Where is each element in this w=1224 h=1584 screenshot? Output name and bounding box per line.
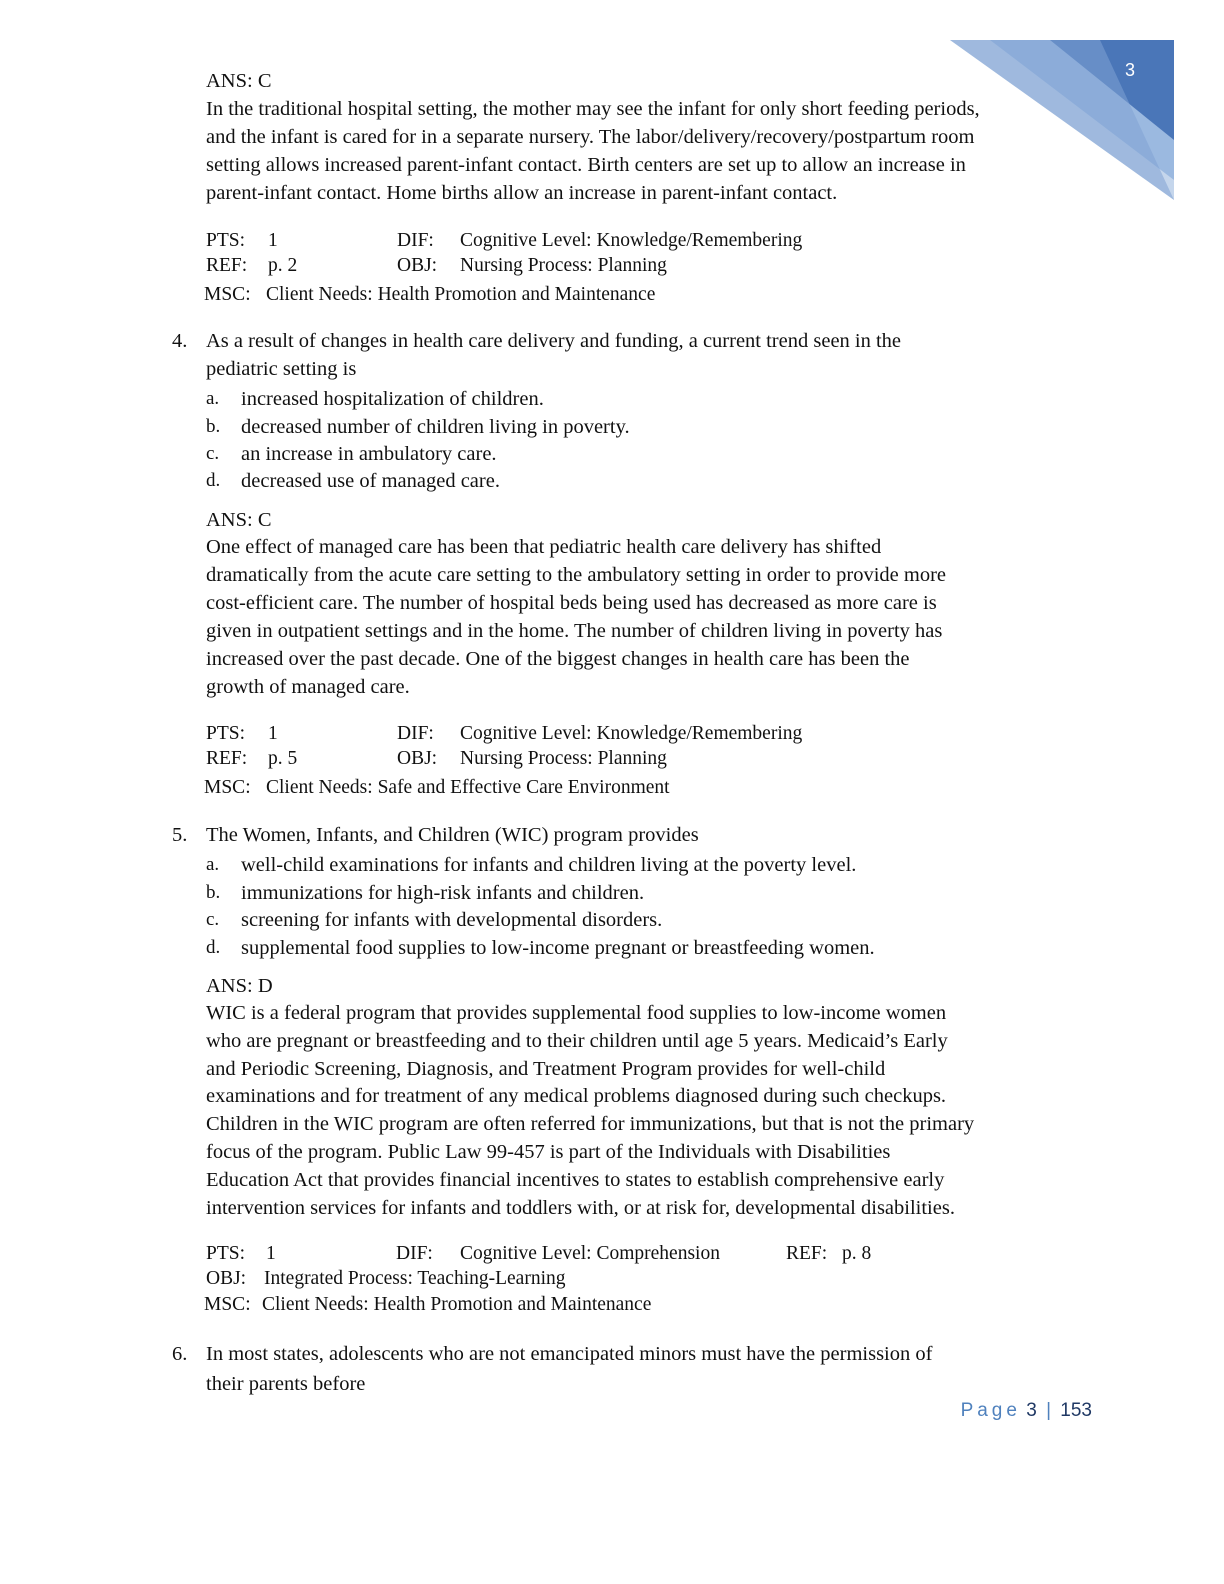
q6-stem-line: In most states, adolescents who are not emancipated minors must have the permission of <box>206 1343 933 1365</box>
q3-obj-label: OBJ: <box>397 255 438 276</box>
q5-option-letter: b. <box>206 882 221 903</box>
q4-rationale-line: dramatically from the acute care setting to the ambulatory setting in order to provide more <box>206 564 947 586</box>
q4-answer: ANS: C <box>206 509 272 531</box>
q4-pts-value: 1 <box>268 723 278 744</box>
q5-ref-value: p. 8 <box>842 1243 872 1264</box>
q4-msc-value: Client Needs: Safe and Effective Care Environment <box>266 777 670 798</box>
header-page-number: 3 <box>1124 60 1135 80</box>
q5-option-d: supplemental food supplies to low-income pregnant or breastfeeding women. <box>241 937 875 959</box>
q5-pts-label: PTS: <box>206 1243 246 1264</box>
footer-page-word: Page <box>960 1400 1021 1421</box>
q5-option-letter: d. <box>206 937 221 958</box>
q4-dif-label: DIF: <box>397 723 434 744</box>
corner-decoration <box>950 40 1174 200</box>
q4-ref-label: REF: <box>206 748 248 769</box>
q5-obj-label: OBJ: <box>206 1268 247 1289</box>
q5-stem-line: The Women, Infants, and Children (WIC) program provides <box>206 824 699 846</box>
q3-msc-label: MSC: <box>204 284 251 305</box>
q4-option-letter: c. <box>206 443 220 464</box>
q5-msc-label: MSC: <box>204 1294 251 1315</box>
q5-rationale-line: intervention services for infants and toddlers with, or at risk for, developmental disabilities. <box>206 1197 955 1219</box>
q5-msc-value: Client Needs: Health Promotion and Maintenance <box>262 1294 652 1315</box>
q3-rationale-line: setting allows increased parent-infant contact. Birth centers are set up to allow an increase in <box>206 154 966 176</box>
q5-rationale-line: and Periodic Screening, Diagnosis, and Treatment Program provides for well-child <box>206 1058 886 1080</box>
q4-option-c: an increase in ambulatory care. <box>241 443 497 465</box>
q3-dif-label: DIF: <box>397 230 434 251</box>
q4-rationale-line: given in outpatient settings and in the home. The number of children living in poverty has <box>206 620 943 642</box>
q3-ref-value: p. 2 <box>268 255 298 276</box>
q3-rationale-line: and the infant is cared for in a separate nursery. The labor/delivery/recovery/postpartum room <box>206 126 975 148</box>
q3-dif-value: Cognitive Level: Knowledge/Remembering <box>460 230 803 251</box>
q5-ref-label: REF: <box>786 1243 828 1264</box>
q4-option-letter: a. <box>206 388 220 409</box>
q4-stem-line: As a result of changes in health care delivery and funding, a current trend seen in the <box>206 330 902 352</box>
q6-stem-line: their parents before <box>206 1373 366 1395</box>
q5-option-c: screening for infants with developmental disorders. <box>241 909 663 931</box>
q4-ref-value: p. 5 <box>268 748 298 769</box>
q5-rationale-line: WIC is a federal program that provides supplemental food supplies to low-income women <box>206 1002 947 1024</box>
q5-option-letter: a. <box>206 854 220 875</box>
footer-total-pages: 153 <box>1060 1400 1092 1421</box>
q4-option-a: increased hospitalization of children. <box>241 388 544 410</box>
q4-dif-value: Cognitive Level: Knowledge/Remembering <box>460 723 803 744</box>
q3-answer: ANS: C <box>206 70 272 92</box>
q3-ref-label: REF: <box>206 255 248 276</box>
q4-obj-label: OBJ: <box>397 748 438 769</box>
q3-pts-label: PTS: <box>206 230 246 251</box>
q5-rationale-line: focus of the program. Public Law 99-457 is part of the Individuals with Disabilities <box>206 1141 891 1163</box>
q4-stem-line: pediatric setting is <box>206 358 357 380</box>
q4-obj-value: Nursing Process: Planning <box>460 748 667 769</box>
q3-obj-value: Nursing Process: Planning <box>460 255 667 276</box>
q5-dif-value: Cognitive Level: Comprehension <box>460 1243 720 1264</box>
footer-separator: | <box>1046 1400 1052 1421</box>
q3-rationale-line: In the traditional hospital setting, the mother may see the infant for only short feeding periods, <box>206 98 980 120</box>
q3-rationale-line: parent-infant contact. Home births allow an increase in parent-infant contact. <box>206 182 838 204</box>
q4-option-b: decreased number of children living in poverty. <box>241 416 630 438</box>
page-footer <box>940 1400 1092 1422</box>
q4-option-d: decreased use of managed care. <box>241 470 500 492</box>
q3-msc-value: Client Needs: Health Promotion and Maintenance <box>266 284 656 305</box>
q5-rationale-line: Children in the WIC program are often referred for immunizations, but that is not the primary <box>206 1113 975 1135</box>
q4-rationale-line: cost-efficient care. The number of hospital beds being used has decreased as more care is <box>206 592 937 614</box>
q5-rationale-line: who are pregnant or breastfeeding and to their children until age 5 years. Medicaid’s Early <box>206 1030 948 1052</box>
q5-obj-value: Integrated Process: Teaching-Learning <box>264 1268 566 1289</box>
q4-option-letter: d. <box>206 470 221 491</box>
q5-answer: ANS: D <box>206 975 273 997</box>
q3-pts-value: 1 <box>268 230 278 251</box>
q4-msc-label: MSC: <box>204 777 251 798</box>
q4-pts-label: PTS: <box>206 723 246 744</box>
q5-option-a: well-child examinations for infants and children living at the poverty level. <box>241 854 857 876</box>
q6-number: 6. <box>172 1343 188 1365</box>
q4-option-letter: b. <box>206 416 221 437</box>
q5-rationale-line: examinations and for treatment of any medical problems diagnosed during such checkups. <box>206 1085 947 1107</box>
q4-number: 4. <box>172 330 188 352</box>
q4-rationale-line: One effect of managed care has been that pediatric health care delivery has shifted <box>206 536 882 558</box>
q5-option-b: immunizations for high-risk infants and children. <box>241 882 645 904</box>
q5-option-letter: c. <box>206 909 220 930</box>
q5-dif-label: DIF: <box>396 1243 433 1264</box>
q4-rationale-line: increased over the past decade. One of the biggest changes in health care has been the <box>206 648 910 670</box>
q5-rationale-line: Education Act that provides financial incentives to states to establish comprehensive early <box>206 1169 945 1191</box>
q4-rationale-line: growth of managed care. <box>206 676 410 698</box>
footer-current-page: 3 <box>1026 1400 1037 1421</box>
q5-number: 5. <box>172 824 188 846</box>
q5-pts-value: 1 <box>266 1243 276 1264</box>
